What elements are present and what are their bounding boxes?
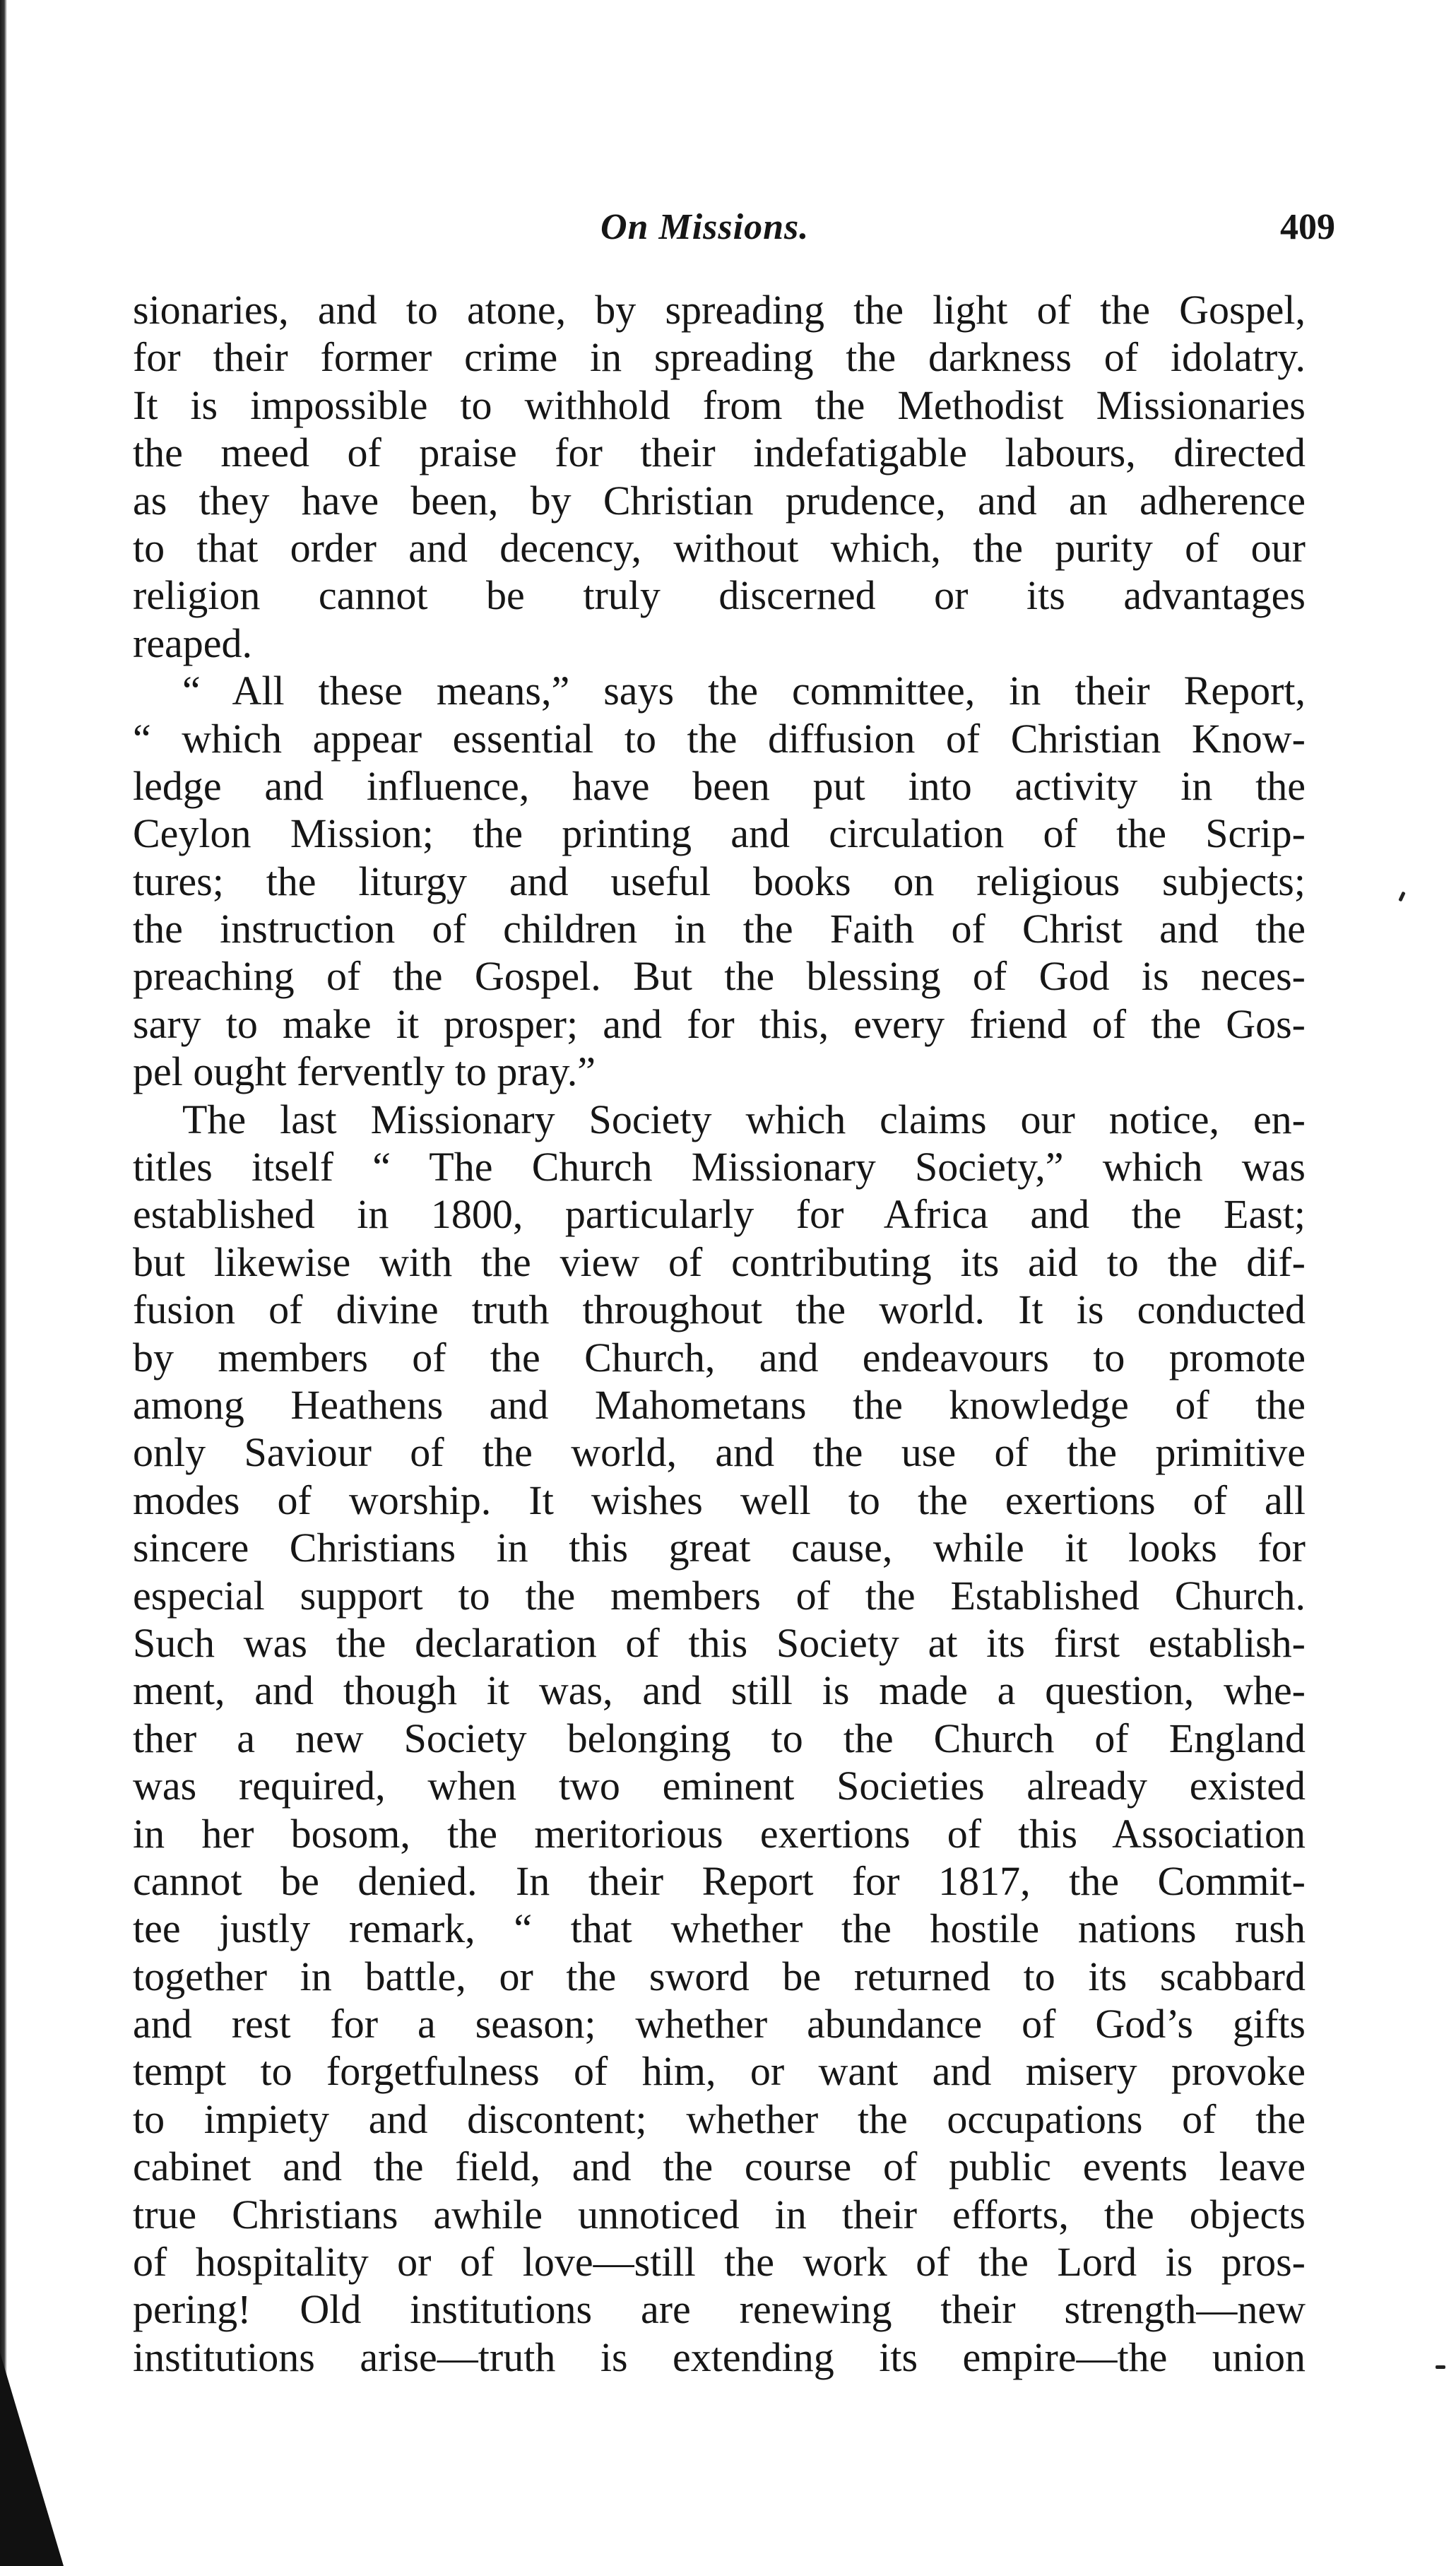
text-line: Ceylon Mission; the printing and circulation of the Scrip- xyxy=(133,810,1306,857)
text-line: as they have been, by Christian prudence, and an adherence xyxy=(133,477,1306,524)
text-line: together in battle, or the sword be returned to its scabbard xyxy=(133,1953,1306,1999)
text-line: true Christians awhile unnoticed in their efforts, the objects xyxy=(133,2191,1306,2237)
text-line: sionaries, and to atone, by spreading the light of the Gospel, xyxy=(133,287,1306,333)
text-line: pering! Old institutions are renewing their strength—new xyxy=(133,2286,1306,2333)
page-header xyxy=(134,199,1413,256)
text-line: religion cannot be truly discerned or its advantages xyxy=(133,572,1306,619)
text-line: to impiety and discontent; whether the occupations of the xyxy=(133,2095,1306,2142)
text-line: of hospitality or of love—still the work of the Lord is pros- xyxy=(133,2239,1306,2286)
text-line: but likewise with the view of contributing its aid to the dif- xyxy=(133,1238,1306,1285)
text-line: ther a new Society belonging to the Church of England xyxy=(133,1715,1306,1761)
running-title: On Missions. xyxy=(600,207,810,247)
text-line: and rest for a season; whether abundance of God’s gifts xyxy=(133,2001,1306,2047)
ink-speck xyxy=(1436,2365,1445,2369)
ink-speck xyxy=(1398,892,1405,902)
text-line: the instruction of children in the Faith of Christ and the xyxy=(133,906,1306,952)
text-line: preaching of the Gospel. But the blessing of God is neces- xyxy=(133,953,1306,1000)
text-line: sincere Christians in this great cause, while it looks for xyxy=(133,1525,1306,1571)
text-line: to that order and decency, without which, the purity of our xyxy=(133,524,1306,571)
text-line: reaped. xyxy=(133,620,253,666)
text-line: fusion of divine truth throughout the world. It is conducted xyxy=(133,1287,1306,1333)
text-line: pel ought fervently to pray.” xyxy=(133,1048,596,1095)
text-line: in her bosom, the meritorious exertions of this Association xyxy=(133,1810,1306,1857)
text-line: It is impossible to withhold from the Methodist Missionaries xyxy=(133,382,1306,428)
paragraph-start: The last Missionary Society which claims our notice, en- xyxy=(182,1096,1306,1142)
text-line: only Saviour of the world, and the use of the primitive xyxy=(133,1429,1306,1476)
text-line: titles itself “ The Church Missionary Society,” which was xyxy=(133,1144,1306,1190)
text-line: ment, and though it was, and still is made a question, whe- xyxy=(133,1667,1306,1714)
text-line: by members of the Church, and endeavours to promote xyxy=(133,1334,1306,1380)
text-line: “ which appear essential to the diffusion of Christian Know- xyxy=(133,715,1306,762)
paragraph-start: “ All these means,” says the committee, in their Report, xyxy=(182,668,1306,714)
text-line: modes of worship. It wishes well to the exertions of all xyxy=(133,1477,1306,1523)
text-line: institutions arise—truth is extending its empire—the union xyxy=(133,2334,1306,2380)
text-line: especial support to the members of the Established Church. xyxy=(133,1572,1306,1619)
text-line: established in 1800, particularly for Africa and the East; xyxy=(133,1191,1306,1238)
text-line: cannot be denied. In their Report for 1817, the Commit- xyxy=(133,1857,1306,1904)
text-line: for their former crime in spreading the darkness of idolatry. xyxy=(133,334,1306,381)
text-line: ledge and influence, have been put into activity in the xyxy=(133,762,1306,809)
text-line: the meed of praise for their indefatigable labours, directed xyxy=(133,430,1306,476)
page-number: 409 xyxy=(1280,207,1335,247)
binding-edge xyxy=(0,0,7,2566)
binding-shadow xyxy=(0,2353,64,2566)
text-line: tempt to forgetfulness of him, or want and misery provoke xyxy=(133,2048,1306,2095)
text-line: among Heathens and Mahometans the knowledge of the xyxy=(133,1381,1306,1428)
text-line: tures; the liturgy and useful books on religious subjects; xyxy=(133,858,1306,904)
text-line: Such was the declaration of this Society at its first establish- xyxy=(133,1619,1306,1666)
body-text xyxy=(133,286,1306,2381)
text-line: sary to make it prosper; and for this, every friend of the Gos- xyxy=(133,1000,1306,1047)
text-line: tee justly remark, “ that whether the hostile nations rush xyxy=(133,1905,1306,1952)
text-line: cabinet and the field, and the course of public events leave xyxy=(133,2144,1306,2190)
text-line: was required, when two eminent Societies already existed xyxy=(133,1763,1306,1809)
